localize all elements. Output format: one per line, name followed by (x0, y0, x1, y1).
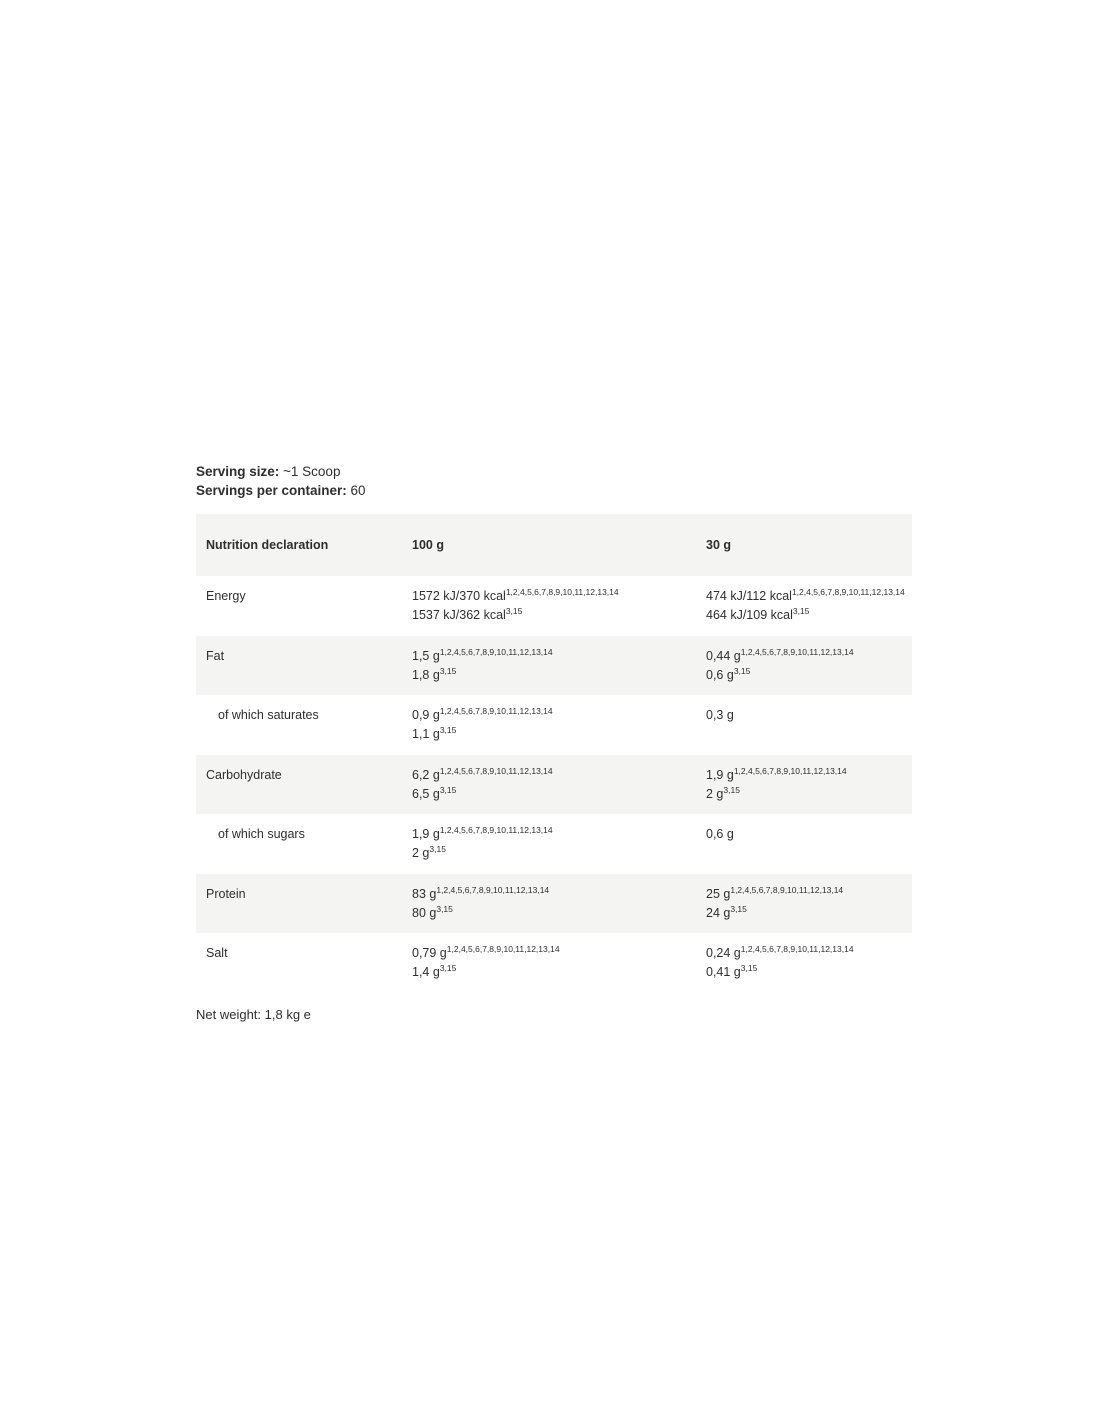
cell-30g (696, 636, 912, 696)
column-header-nutrient: Nutrition declaration (196, 514, 402, 576)
table-row (196, 755, 912, 815)
servings-per-container-line (196, 481, 912, 500)
footnote-refs: 1,2,4,5,6,7,8,9,10,11,12,13,14 (740, 944, 854, 955)
table-header (196, 514, 912, 576)
row-label: of which saturates (196, 695, 402, 755)
table-body (196, 576, 912, 993)
serving-size-value: ~1 Scoop (279, 464, 341, 479)
value-line: 0,9 $g^{1,2,4,5,6,7,8,9,10,11,12,13,14}$ (412, 706, 553, 723)
table-row (196, 933, 912, 993)
column-header-30g: 30 g (696, 514, 912, 576)
footnote-refs: 1,2,4,5,6,7,8,9,10,11,12,13,14 (505, 587, 619, 598)
value-line: 1572 kJ/370 kcal$^{1,2,4,5,6,7,8,9,10,11,12,13,14}$ (412, 587, 619, 604)
cell-30g (696, 576, 912, 636)
footnote-refs: 1,2,4,5,6,7,8,9,10,11,12,13,14 (439, 825, 553, 836)
value-line: 0,3 g (706, 708, 734, 723)
row-label: Fat (196, 636, 402, 696)
row-label: Salt (196, 933, 402, 993)
serving-size-label: Serving size: (196, 464, 280, 479)
cell-30g (696, 814, 912, 874)
footnote-refs: 1,2,4,5,6,7,8,9,10,11,12,13,14 (791, 587, 905, 598)
value-line: 80 $g^{3,15}$ (412, 903, 453, 920)
cell-30g (696, 755, 912, 815)
footnote-refs: 3,15 (505, 605, 523, 616)
cell-30g (696, 695, 912, 755)
value-line: 0,79 $g^{1,2,4,5,6,7,8,9,10,11,12,13,14}$ (412, 944, 560, 961)
value-line: 1,4 $g^{3,15}$ (412, 962, 457, 980)
cell-100g (402, 874, 696, 934)
footnote-refs: 3,15 (740, 962, 758, 973)
value-line: 83 $g^{1,2,4,5,6,7,8,9,10,11,12,13,14}$ (412, 884, 550, 901)
cell-100g (402, 933, 696, 993)
table-row (196, 874, 912, 934)
cell-100g (402, 576, 696, 636)
servings-per-container-value: 60 (346, 483, 366, 499)
value-line: 1,8 $g^{3,15}$ (412, 665, 457, 682)
row-label: Protein (196, 874, 402, 934)
footnote-refs: 1,2,4,5,6,7,8,9,10,11,12,13,14 (439, 646, 553, 657)
footnote-refs: 3,15 (439, 784, 457, 795)
row-label: Carbohydrate (196, 755, 402, 815)
value-line: 1,1 $g^{3,15}$ (412, 724, 457, 742)
value-line: 0,6 g (706, 827, 734, 842)
table-row (196, 576, 912, 636)
footnote-refs: 3,15 (429, 843, 446, 854)
footnote-refs: 1,2,4,5,6,7,8,9,10,11,12,13,14 (730, 884, 844, 895)
cell-100g (402, 814, 696, 874)
cell-100g (402, 636, 696, 696)
table-row (196, 695, 912, 755)
footnote-refs: 1,2,4,5,6,7,8,9,10,11,12,13,14 (439, 765, 553, 776)
cell-30g (696, 933, 912, 993)
value-line: 25 $g^{1,2,4,5,6,7,8,9,10,11,12,13,14}$ (706, 884, 844, 901)
footnote-refs: 1,2,4,5,6,7,8,9,10,11,12,13,14 (439, 706, 553, 717)
servings-per-container-label: Servings per container: (196, 483, 347, 499)
column-header-100g: 100 g (402, 514, 696, 576)
footnote-refs: 3,15 (436, 903, 453, 914)
footnote-refs: 3,15 (439, 724, 457, 735)
footnote-refs: 1,2,4,5,6,7,8,9,10,11,12,13,14 (740, 646, 854, 657)
value-line: 6,5 $g^{3,15}$ (412, 784, 457, 801)
cell-30g (696, 874, 912, 934)
serving-info (196, 462, 912, 500)
value-line: 464 kJ/109 kcal$^{3,15}$ (706, 605, 810, 623)
value-line: 6,2 $g^{1,2,4,5,6,7,8,9,10,11,12,13,14}$ (412, 765, 553, 782)
footnote-refs: 3,15 (733, 665, 751, 676)
footnote-refs: 3,15 (730, 903, 747, 914)
value-line: 2 $g^{3,15}$ (706, 784, 740, 801)
footnote-refs: 3,15 (439, 962, 457, 973)
value-line: 474 kJ/112 kcal$^{1,2,4,5,6,7,8,9,10,11,12,13,14}$ (706, 587, 905, 604)
serving-size-line (196, 462, 912, 481)
net-weight: Net weight: 1,8 kg e (196, 1006, 311, 1022)
cell-100g (402, 755, 696, 815)
table-header-row (196, 514, 912, 576)
nutrition-panel (196, 462, 912, 1022)
table-row (196, 636, 912, 696)
footnote-refs: 3,15 (723, 784, 740, 795)
nutrition-table (196, 514, 912, 993)
row-label: of which sugars (196, 814, 402, 874)
footnote-refs: 1,2,4,5,6,7,8,9,10,11,12,13,14 (436, 884, 550, 895)
footnote-refs: 3,15 (792, 605, 810, 616)
value-line: 1,9 $g^{1,2,4,5,6,7,8,9,10,11,12,13,14}$ (412, 825, 553, 842)
footnote-refs: 3,15 (439, 665, 457, 676)
value-line: 1,5 $g^{1,2,4,5,6,7,8,9,10,11,12,13,14}$ (412, 646, 553, 663)
row-label: Energy (196, 576, 402, 636)
footnote-refs: 1,2,4,5,6,7,8,9,10,11,12,13,14 (446, 944, 560, 955)
value-line: 2 $g^{3,15}$ (412, 843, 446, 861)
value-line: 1,9 $g^{1,2,4,5,6,7,8,9,10,11,12,13,14}$ (706, 765, 847, 782)
value-line: 0,41 $g^{3,15}$ (706, 962, 758, 980)
value-line: 0,6 $g^{3,15}$ (706, 665, 751, 682)
cell-100g (402, 695, 696, 755)
value-line: 1537 kJ/362 kcal$^{3,15}$ (412, 605, 523, 623)
value-line: 0,44 $g^{1,2,4,5,6,7,8,9,10,11,12,13,14}$ (706, 646, 854, 663)
value-line: 0,24 $g^{1,2,4,5,6,7,8,9,10,11,12,13,14}$ (706, 944, 854, 961)
footnote-refs: 1,2,4,5,6,7,8,9,10,11,12,13,14 (733, 765, 847, 776)
table-row (196, 814, 912, 874)
value-line: 24 $g^{3,15}$ (706, 903, 747, 920)
